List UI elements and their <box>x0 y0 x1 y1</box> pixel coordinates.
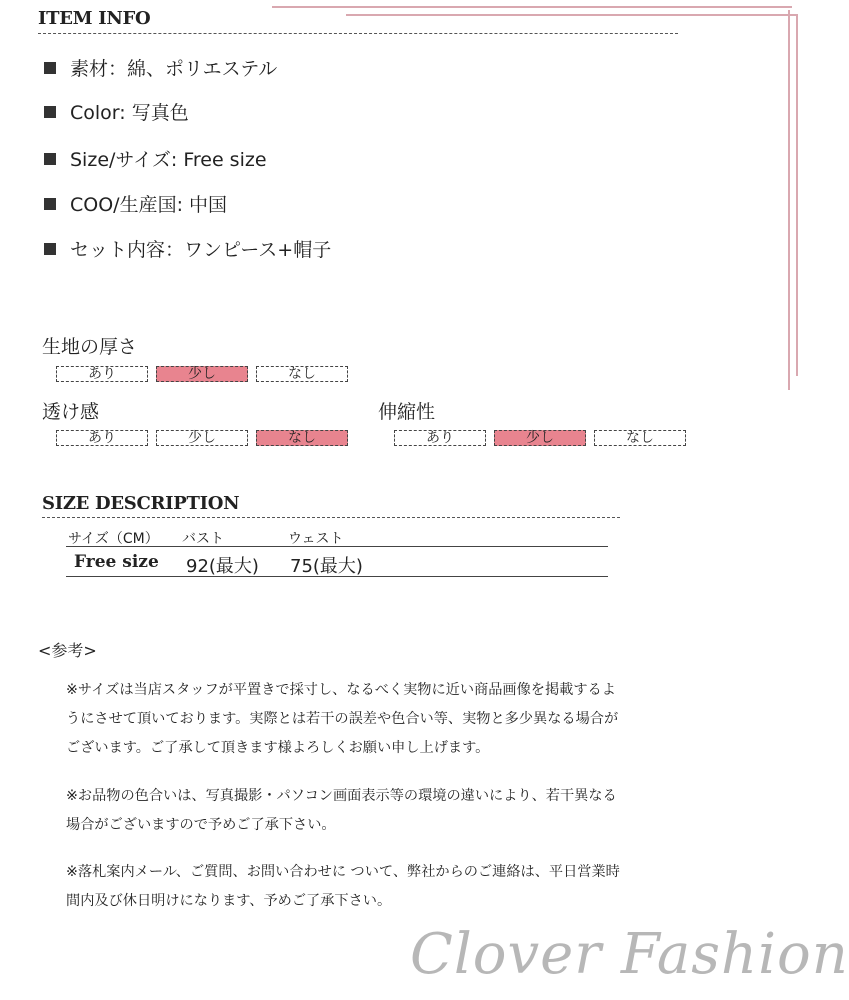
square-bullet-icon <box>44 243 56 255</box>
note-paragraph-1 <box>66 676 618 763</box>
size-description-title: SIZE DESCRIPTION <box>42 493 240 514</box>
bullet-text: COO/生産国: 中国 <box>70 194 228 216</box>
thickness-option: なし <box>256 366 348 382</box>
note-line: うにさせて頂いております。実際とは若干の誤差や色合い等、実物と多少異なる場合が <box>66 711 619 727</box>
stretch-options <box>394 430 686 446</box>
stretch-label: 伸縮性 <box>378 401 436 423</box>
thickness-options <box>56 366 348 382</box>
notes-title: <参考> <box>38 641 97 660</box>
size-header-bust: バスト <box>182 531 224 547</box>
brand-logo: Clover Fashion <box>410 922 849 987</box>
item-info-bullet <box>44 98 189 125</box>
size-row-waist: 75(最大) <box>290 556 363 577</box>
size-header-size: サイズ（CM） <box>68 531 159 547</box>
size-row-name: Free size <box>74 552 159 572</box>
note-paragraph-3 <box>66 858 620 916</box>
square-bullet-icon <box>44 153 56 165</box>
frame-line-top-inner <box>346 14 798 16</box>
frame-line-right-outer <box>788 10 790 390</box>
note-line: ※サイズは当店スタッフが平置きで採寸し、なるべく実物に近い商品画像を掲載するよ <box>66 682 616 698</box>
thickness-label: 生地の厚さ <box>42 336 138 358</box>
note-line: ※お品物の色合いは、写真撮影・パソコン画面表示等の環境の違いにより、若干異なる <box>66 788 617 804</box>
sheerness-options <box>56 430 348 446</box>
size-row-rule <box>66 576 608 577</box>
bullet-text: 素材：綿、ポリエステル <box>70 58 278 80</box>
thickness-option: 少し <box>156 366 248 382</box>
stretch-option: なし <box>594 430 686 446</box>
bullet-text: Color: 写真色 <box>70 102 189 124</box>
item-info-bullet <box>44 145 267 172</box>
frame-line-top-outer <box>272 6 792 8</box>
note-line: 場合がございますので予めご了承下さい。 <box>66 817 336 833</box>
item-info-bullet <box>44 190 227 217</box>
size-row-bust: 92(最大) <box>186 556 259 577</box>
square-bullet-icon <box>44 62 56 74</box>
sheerness-option: なし <box>256 430 348 446</box>
frame-line-right-inner <box>796 16 798 376</box>
note-line: 間内及び休日明けになります、予めご了承下さい。 <box>66 893 392 909</box>
square-bullet-icon <box>44 198 56 210</box>
bullet-text: セット内容：ワンピース+帽子 <box>70 239 332 261</box>
note-line: ※落札案内メール、ご質問、お問い合わせに ついて、弊社からのご連絡は、平日営業時 <box>66 864 620 880</box>
sheerness-option: 少し <box>156 430 248 446</box>
thickness-option: あり <box>56 366 148 382</box>
sheerness-label: 透け感 <box>42 401 100 423</box>
item-info-bullet <box>44 235 331 262</box>
size-header-rule <box>66 546 608 547</box>
size-header-waist: ウェスト <box>288 531 344 547</box>
square-bullet-icon <box>44 106 56 118</box>
note-line: ございます。ご了承して頂きます様よろしくお願い申し上げます。 <box>66 740 490 756</box>
item-info-bullet <box>44 54 277 81</box>
sheerness-option: あり <box>56 430 148 446</box>
stretch-option: 少し <box>494 430 586 446</box>
item-info-title: ITEM INFO <box>38 8 151 29</box>
bullet-text: Size/サイズ: Free size <box>70 149 267 171</box>
stretch-option: あり <box>394 430 486 446</box>
item-info-divider <box>38 33 678 34</box>
size-description-divider <box>42 517 620 518</box>
note-paragraph-2 <box>66 782 617 840</box>
